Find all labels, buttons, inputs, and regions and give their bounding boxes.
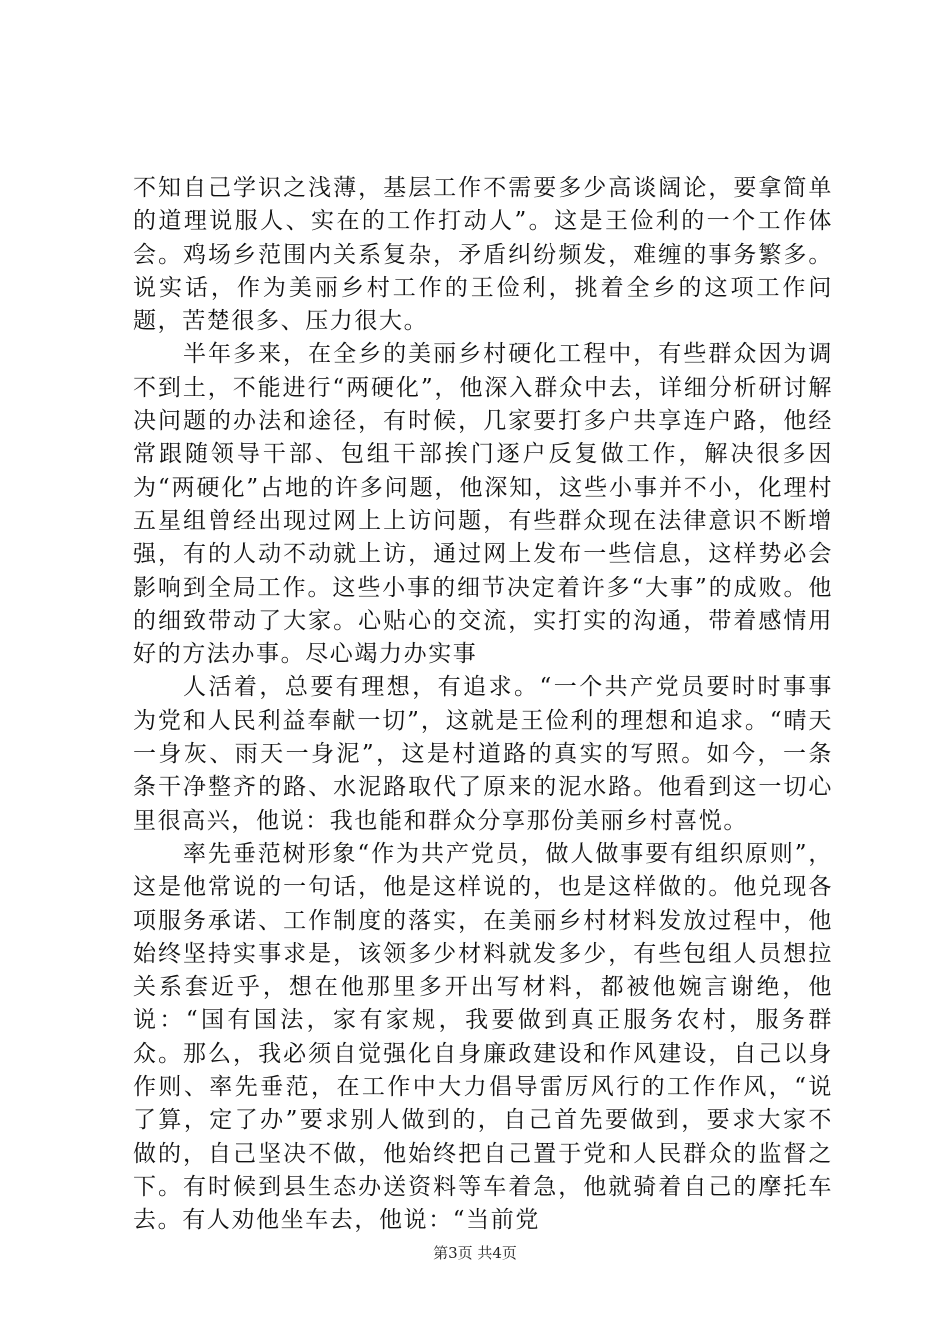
page-footer: 第3页 共4页: [433, 1244, 517, 1262]
document-body: [133, 172, 833, 1238]
paragraph-1: 不知自己学识之浅薄，基层工作不需要多少高谈阔论，要拿简单的道理说服人、实在的工作打动人”。这是王俭利的一个工作体会。鸡场乡范围内关系复杂，矛盾纠纷频发，难缠的事务繁多。说实话，作为美丽乡村工作的王俭利，挑着全乡的这项工作问题，苦楚很多、压力很大。: [133, 175, 833, 335]
paragraph-2: 半年多来，在全乡的美丽乡村硬化工程中，有些群众因为调不到土，不能进行“两硬化”，他深入群众中去，详细分析研讨解决问题的办法和途径，有时候，几家要打多户共享连户路，他经常跟随领导干部、包组干部挨门逐户反复做工作，解决很多因为“两硬化”占地的许多问题，他深知，这些小事并不小，化理村五星组曾经出现过网上上访问题，有些群众现在法律意识不断增强，有的人动不动就上访，通过网上发布一些信息，这样势必会影响到全局工作。这些小事的细节决定着许多“大事”的成败。他的细致带动了大家。心贴心的交流，实打实的沟通，带着感情用好的方法办事。尽心竭力办实事: [133, 341, 833, 668]
paragraph-3: 人活着，总要有理想，有追求。“一个共产党员要时时事事为党和人民利益奉献一切”，这就是王俭利的理想和追求。“晴天一身灰、雨天一身泥”，这是村道路的真实的写照。如今，一条条干净整齐的路、水泥路取代了原来的泥水路。他看到这一切心里很高兴，他说：我也能和群众分享那份美丽乡村喜悦。: [133, 674, 833, 834]
paragraph-4: 率先垂范树形象“作为共产党员，做人做事要有组织原则”，这是他常说的一句话，他是这样说的，也是这样做的。他兑现各项服务承诺、工作制度的落实，在美丽乡村材料发放过程中，他始终坚持实事求是，该领多少材料就发多少，有些包组人员想拉关系套近乎，想在他那里多开出写材料，都被他婉言谢绝，他说：“国有国法，家有家规，我要做到真正服务农村，服务群众。那么，我必须自觉强化自身廉政建设和作风建设，自己以身作则、率先垂范，在工作中大力倡导雷厉风行的工作作风，“说了算，定了办”要求别人做到的，自己首先要做到，要求大家不做的，自己坚决不做，他始终把自己置于党和人民群众的监督之下。有时候到县生态办送资料等车着急，他就骑着自己的摩托车去。有人劝他坐车去，他说：“当前党: [133, 840, 833, 1234]
